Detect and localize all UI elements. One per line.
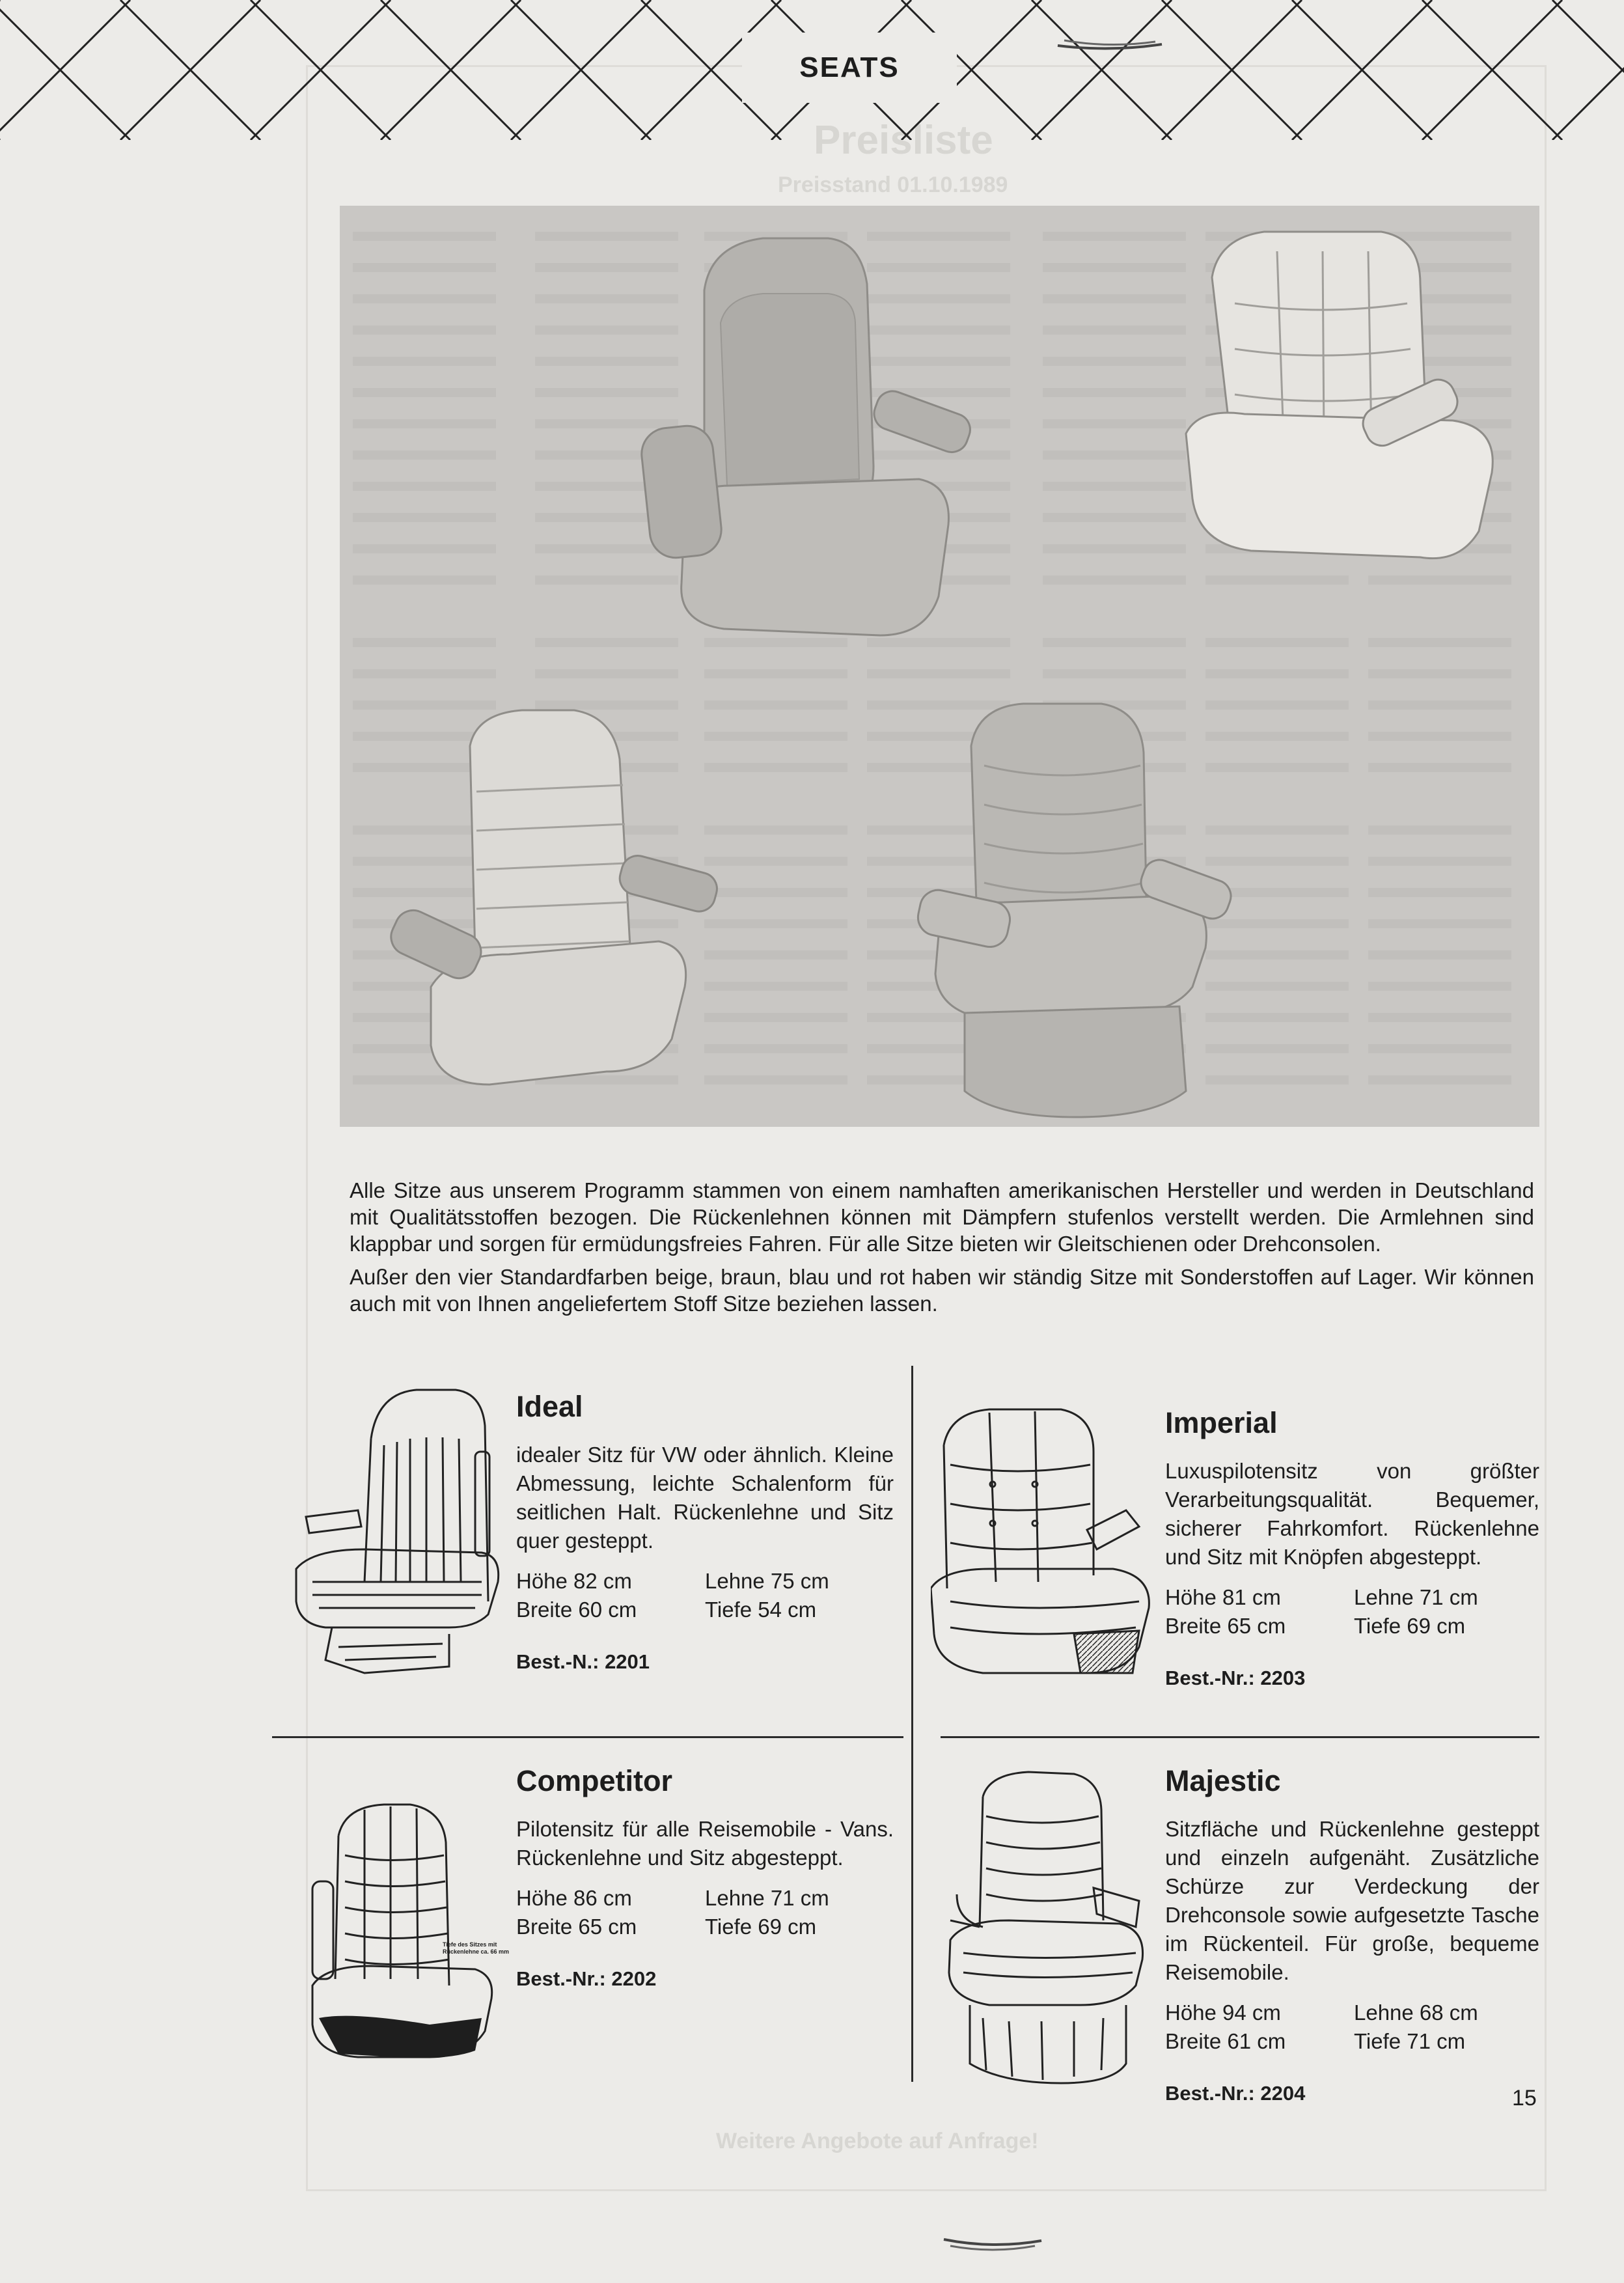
- bleed-through-subtitle: Preisstand 01.10.1989: [778, 173, 1008, 197]
- competitor-backrest: Lehne 71 cm: [705, 1886, 829, 1910]
- ideal-backrest: Lehne 75 cm: [705, 1569, 829, 1593]
- imperial-order-number: Best.-Nr.: 2203: [1165, 1667, 1306, 1689]
- ideal-seat-drawing: [286, 1387, 508, 1686]
- majestic-name: Majestic: [1165, 1764, 1281, 1797]
- competitor-width: Breite 65 cm: [516, 1915, 637, 1939]
- competitor-drawing-caption: Tiefe des Sitzes mit Rückenlehne ca. 66 mm: [443, 1941, 510, 1955]
- page-title: SEATS: [799, 51, 900, 83]
- product-ideal: [516, 1390, 894, 1674]
- imperial-width: Breite 65 cm: [1165, 1614, 1286, 1638]
- majestic-height: Höhe 94 cm: [1165, 2000, 1281, 2025]
- intro-text: [350, 1177, 1534, 1323]
- imperial-seat-photo: [1173, 225, 1524, 577]
- ideal-description: idealer Sitz für VW oder ähnlich. Kleine Abmessung, leichte Schalenform für seitlichen Halt. Rückenlehne und Sitz quer gesteppt.: [516, 1443, 894, 1553]
- horizontal-divider-left: [272, 1736, 903, 1738]
- competitor-height: Höhe 86 cm: [516, 1886, 632, 1910]
- ideal-order-number: Best.-N.: 2201: [516, 1650, 650, 1673]
- vertical-divider: [911, 1366, 913, 2082]
- imperial-specs: [1165, 1583, 1539, 1640]
- paper-clip-icon: [1051, 26, 1168, 59]
- ideal-name: Ideal: [516, 1390, 583, 1423]
- ideal-height: Höhe 82 cm: [516, 1569, 632, 1593]
- imperial-backrest: Lehne 71 cm: [1354, 1585, 1478, 1609]
- ideal-width: Breite 60 cm: [516, 1598, 637, 1622]
- paper-clip-icon-bottom: [937, 2226, 1048, 2259]
- header-title-box: [742, 33, 957, 103]
- majestic-description: Sitzfläche und Rückenlehne gesteppt und einzeln aufgenäht. Zusätzliche Schürze zur Verdeckung der Drehconsole sowie aufgesetzte Tasche im Rückenteil. Für große, bequeme Reisemobile.: [1165, 1817, 1539, 1984]
- bleed-through-title: Preisliste: [814, 118, 993, 163]
- imperial-height: Höhe 81 cm: [1165, 1585, 1281, 1609]
- majestic-seat-photo: [893, 700, 1258, 1124]
- majestic-depth: Tiefe 71 cm: [1354, 2029, 1466, 2053]
- imperial-description: Luxuspilotensitz von größter Verarbeitungsqualität. Bequemer, sicherer Fahrkomfort. Rückenlehne und Sitz mit Knöpfen abgesteppt.: [1165, 1459, 1539, 1569]
- ideal-depth: Tiefe 54 cm: [705, 1598, 817, 1622]
- majestic-order-number: Best.-Nr.: 2204: [1165, 2082, 1306, 2105]
- competitor-description: Pilotensitz für alle Reisemobile - Vans. Rückenlehne und Sitz abgesteppt.: [516, 1817, 894, 1870]
- seat-photo: [340, 206, 1539, 1127]
- competitor-seat-photo: [379, 707, 730, 1124]
- bleed-through-footer: Weitere Angebote auf Anfrage!: [716, 2129, 1039, 2153]
- majestic-width: Breite 61 cm: [1165, 2029, 1286, 2053]
- majestic-seat-drawing: [931, 1771, 1159, 2090]
- competitor-seat-drawing: [299, 1803, 514, 2064]
- intro-paragraph-1: Alle Sitze aus unserem Programm stammen von einem namhaften amerikanischen Hersteller und werden in Deutschland mit Qualitätsstoffen bezogen. Die Rückenlehnen können mit Dämpfern stufenlos verstellt werden. Die Armlehnen sind klappbar und sorgen für ermüdungsfreies Fahren. Für alle Sitze bieten wir Gleitschienen oder Drehconsolen.: [350, 1178, 1534, 1256]
- product-majestic: [1165, 1764, 1539, 2105]
- horizontal-divider-right: [941, 1736, 1539, 1738]
- competitor-order-number: Best.-Nr.: 2202: [516, 1967, 657, 1990]
- competitor-specs: [516, 1884, 894, 1941]
- competitor-name: Competitor: [516, 1764, 672, 1797]
- majestic-specs: [1165, 1999, 1539, 2056]
- imperial-seat-drawing: [931, 1406, 1159, 1706]
- page-number: 15: [1512, 2086, 1537, 2110]
- majestic-backrest: Lehne 68 cm: [1354, 2000, 1478, 2025]
- imperial-depth: Tiefe 69 cm: [1354, 1614, 1466, 1638]
- imperial-name: Imperial: [1165, 1406, 1278, 1439]
- competitor-depth: Tiefe 69 cm: [705, 1915, 817, 1939]
- product-imperial: [1165, 1406, 1539, 1690]
- product-competitor: [516, 1764, 894, 1991]
- ideal-specs: [516, 1567, 894, 1624]
- ideal-seat-photo: [613, 232, 978, 648]
- intro-paragraph-2: Außer den vier Standardfarben beige, braun, blau und rot haben wir ständig Sitze mit Sonderstoffen auf Lager. Wir können auch mit von Ihnen angeliefertem Stoff Sitze beziehen lassen.: [350, 1265, 1534, 1316]
